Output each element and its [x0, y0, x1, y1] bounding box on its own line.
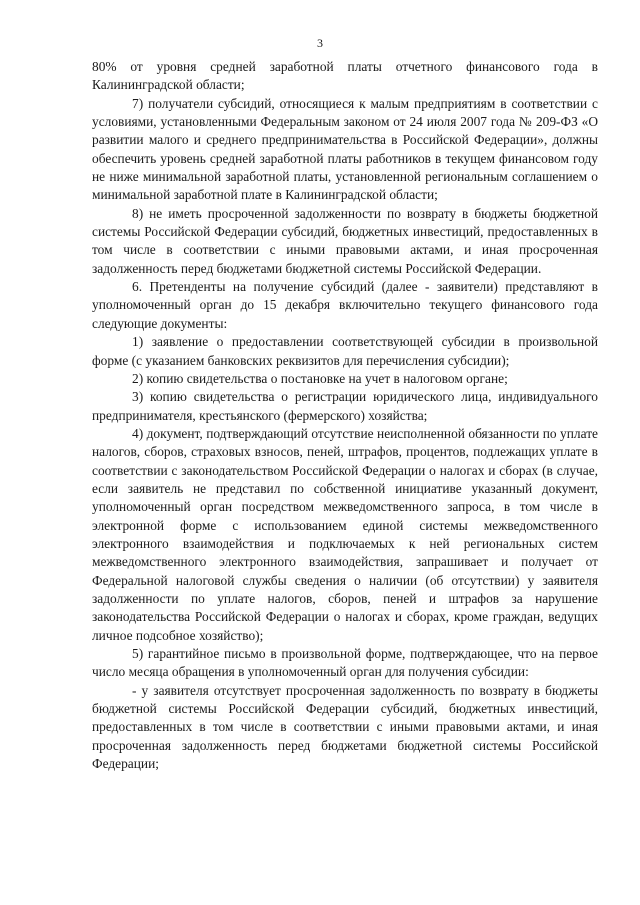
page-number: 3 [317, 36, 323, 50]
paragraph-doc-3: 3) копию свидетельства о регистрации юридического лица, индивидуального предпринимателя, крестьянского (фермерского) хозяйства; [92, 389, 598, 423]
paragraph-doc-5: 5) гарантийное письмо в произвольной форме, подтверждающее, что на первое число месяца обращения в уполномоченный орган для получения субсидии: [92, 646, 598, 680]
paragraph-bullet: - у заявителя отсутствует просроченная задолженность по возврату в бюджеты бюджетной системы Российской Федерации субсидий, бюджетных инвестиций, предоставленных в том числе в соответствии с иными правовыми актами, и иная просроченная задолженность перед бюджетами бюджетной системы Российской Федерации; [92, 682, 598, 772]
paragraph-doc-4: 4) документ, подтверждающий отсутствие неисполненной обязанности по уплате налогов, сборов, страховых взносов, пеней, штрафов, процентов, подлежащих уплате в соответствии с законодательством Российской Федерации о налогах и сборах (в случае, если заявитель не представил по собственной инициативе указанный документ, уполномоченный орган посредством межведомственного запроса, в том числе в электронной форме с использованием единой системы межведомственного электронного взаимодействия и подключаемых к ней региональных систем межведомственного электронного взаимодействия, запрашивает и получает от Федеральной налоговой службы сведения о наличии (об отсутствии) у заявителя задолженности по уплате налогов, сборов, пеней и штрафов за нарушение законодательства Российской Федерации о налогах и сборах, кроме граждан, ведущих личное подсобное хозяйство); [92, 425, 598, 643]
paragraph-item-7: 7) получатели субсидий, относящиеся к малым предприятиям в соответствии с условиями, установленными Федеральным законом от 24 июля 2007 года № 209-ФЗ «О развитии малого и среднего предпринимательства в Российской Федерации», должны обеспечить уровень средней заработной платы работников в текущем финансовом году не ниже минимальной заработной платы, установленной региональным соглашением о минимальной заработной плате в Калининградской области; [92, 95, 598, 203]
document-body [92, 58, 598, 773]
paragraph-item-8: 8) не иметь просроченной задолженности по возврату в бюджеты бюджетной системы Российской Федерации субсидий, бюджетных инвестиций, предоставленных в том числе в соответствии с иными правовыми актами, и иная просроченная задолженность перед бюджетами бюджетной системы Российской Федерации. [92, 205, 598, 276]
paragraph-doc-1: 1) заявление о предоставлении соответствующей субсидии в произвольной форме (с указанием банковских реквизитов для перечисления субсидии); [92, 334, 598, 368]
paragraph-continuation: 80% от уровня средней заработной платы отчетного финансового года в Калининградской области; [92, 59, 598, 93]
paragraph-doc-2: 2) копию свидетельства о постановке на учет в налоговом органе; [132, 370, 508, 386]
paragraph-section-6: 6. Претенденты на получение субсидий (далее - заявители) представляют в уполномоченный орган до 15 декабря включительно текущего финансового года следующие документы: [92, 279, 598, 331]
